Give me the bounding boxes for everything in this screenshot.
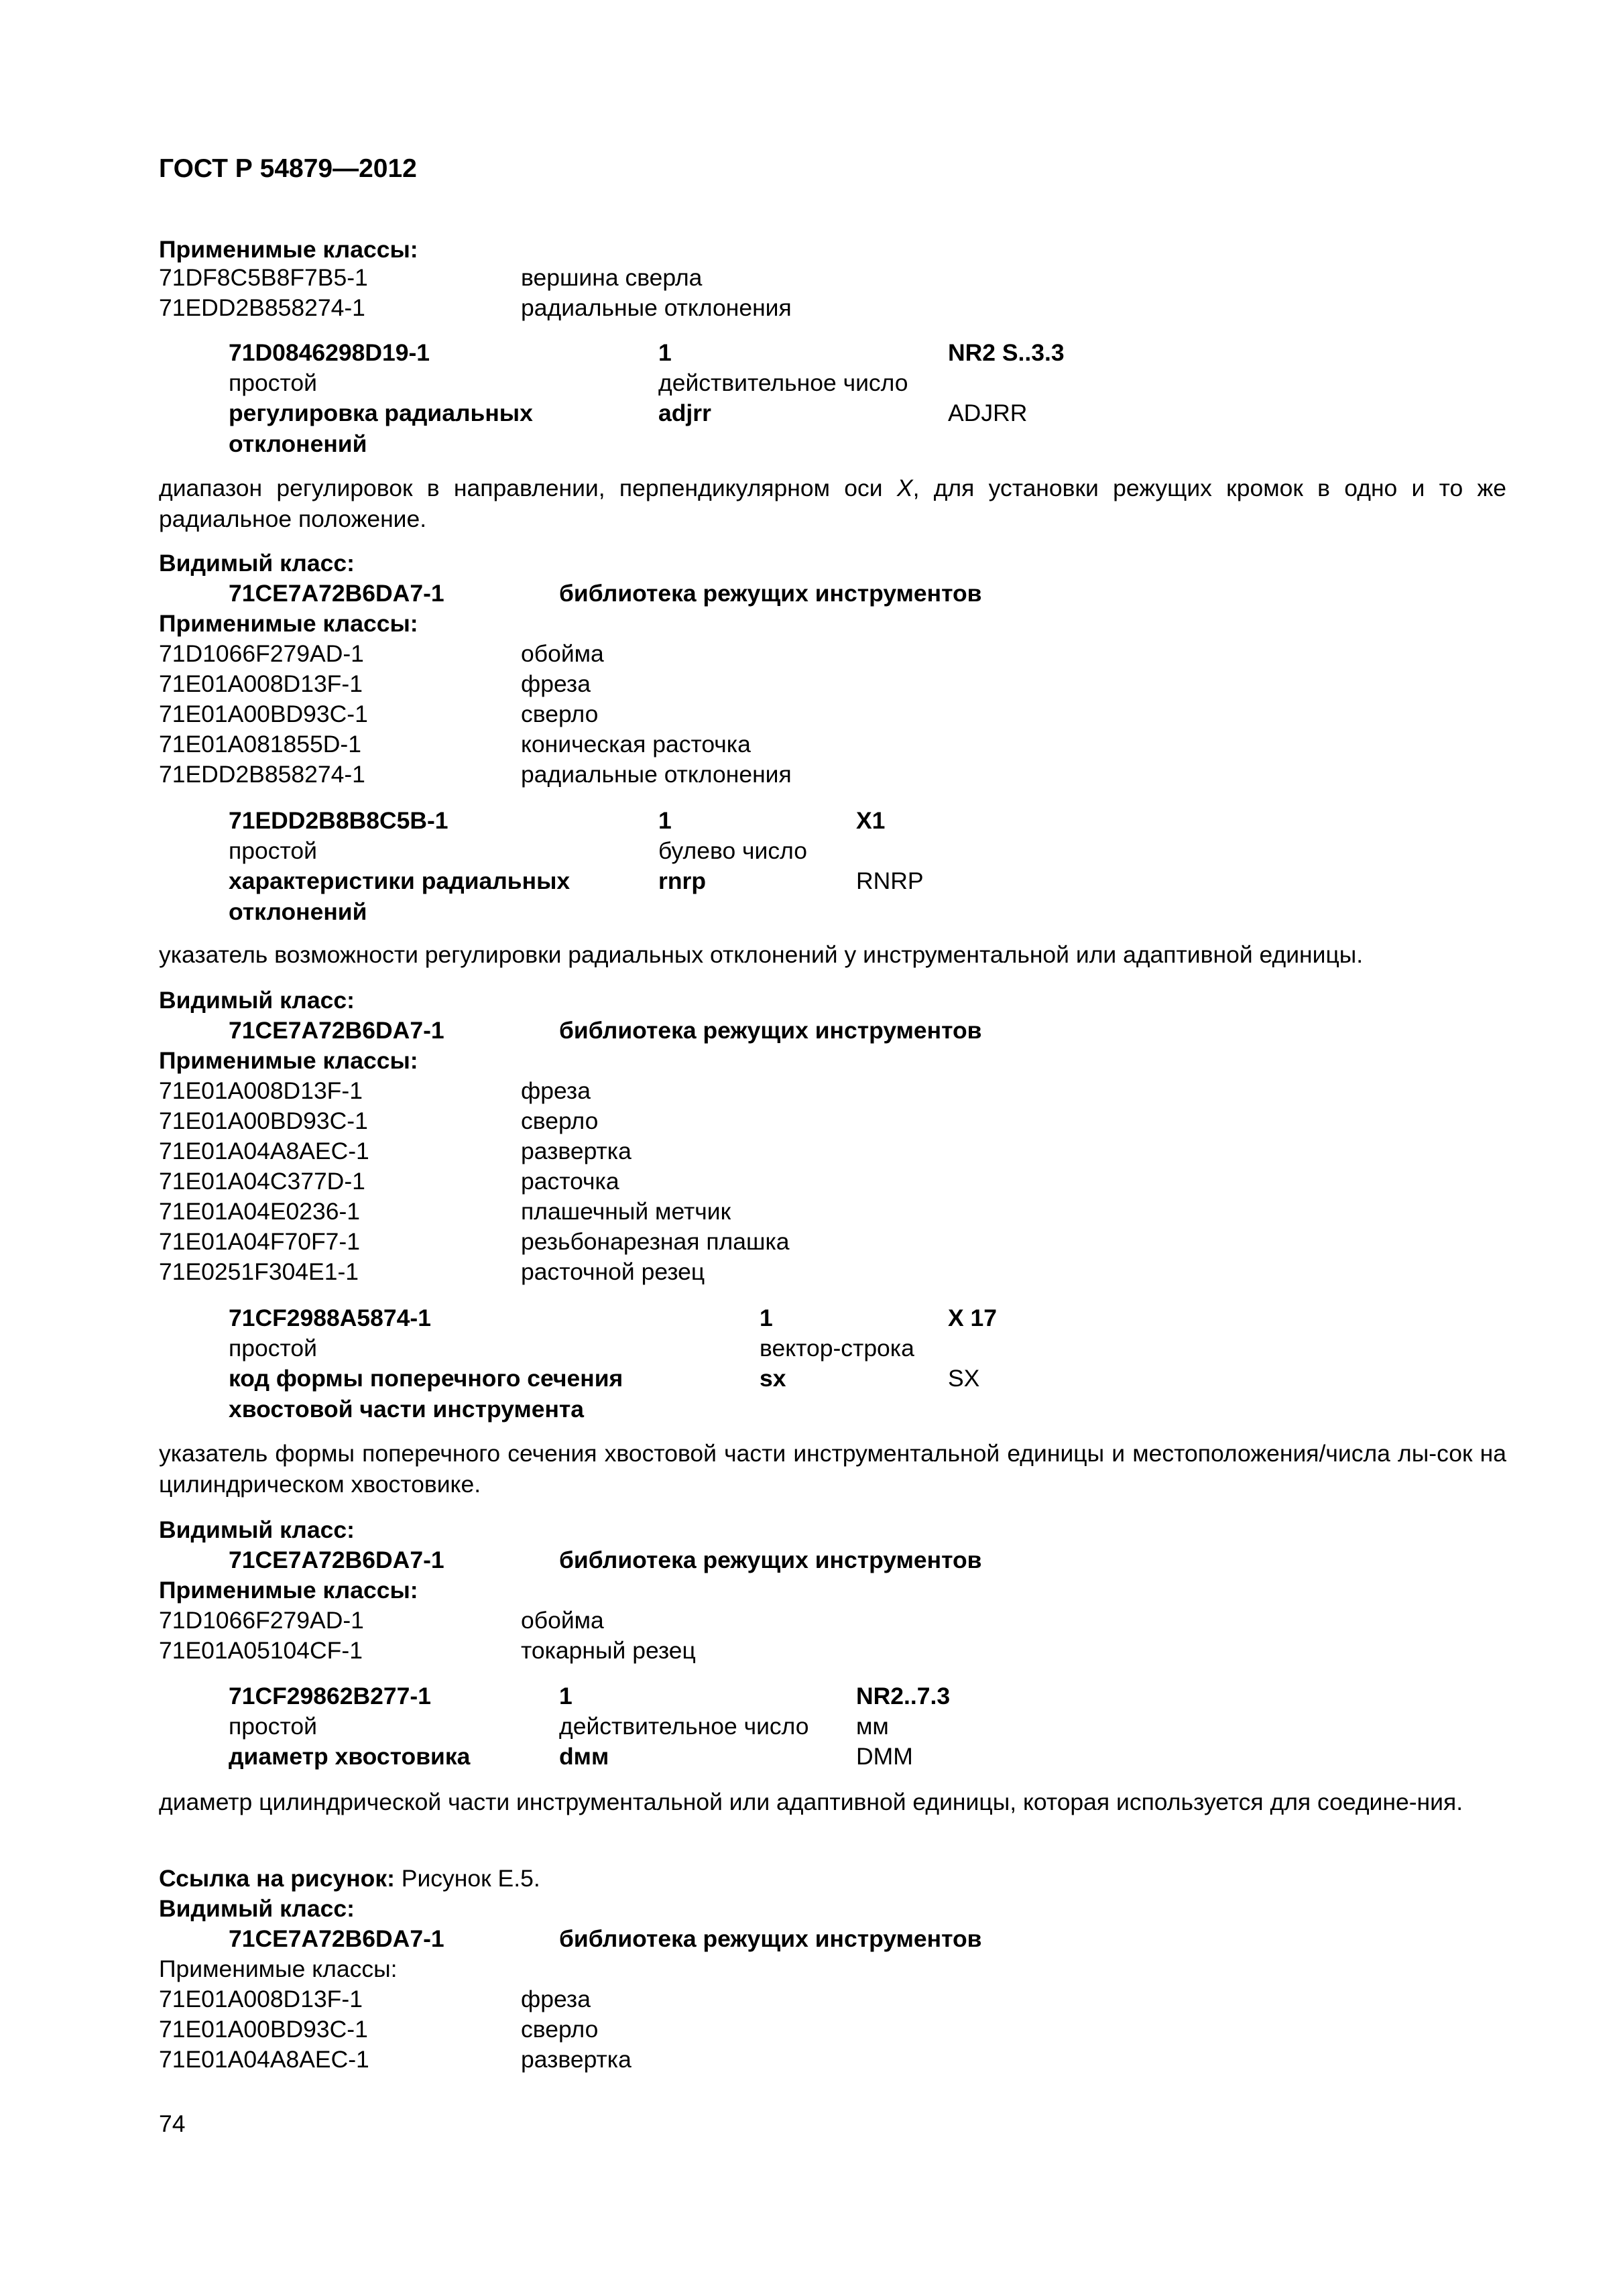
property-symbol: RNRP <box>856 867 924 894</box>
property-short-name: rnrp <box>658 867 706 894</box>
property-format: NR2..7.3 <box>856 1683 951 1709</box>
property-code: 71CF2988A5874-1 <box>229 1305 431 1331</box>
property-type: действительное число <box>658 369 908 396</box>
figure-reference: Ссылка на рисунок: Рисунок Е.5. <box>159 1865 540 1892</box>
standard-title: ГОСТ Р 54879—2012 <box>159 154 417 183</box>
property-definition: диаметр цилиндрической части инструментальной или адаптивной единицы, которая используется для соедине-ния. <box>159 1789 1463 1815</box>
property-definition: указатель возможности регулировки радиальных отклонений у инструментальной или адаптивной единицы. <box>159 941 1364 968</box>
property-type: булево число <box>658 837 807 864</box>
property-kind: простой <box>229 369 317 396</box>
visible-class-label: Видимый класс: <box>159 987 355 1014</box>
property-name: диаметр хвостовика <box>229 1743 471 1770</box>
property-symbol: DMM <box>856 1743 913 1770</box>
property-symbol: SX <box>948 1365 980 1392</box>
property-short-name: dмм <box>559 1743 609 1770</box>
property-count: 1 <box>658 807 672 834</box>
property-count: 1 <box>559 1683 573 1709</box>
visible-class-label: Видимый класс: <box>159 1516 355 1543</box>
property-type: вектор-строка <box>760 1335 914 1362</box>
property-definition: указатель формы поперечного сечения хвостовой части инструментальной единицы и местоположения/числа лы-сок на цилиндрическом хвостовике. <box>159 1440 1506 1498</box>
applicable-classes-label: Применимые классы: <box>159 236 418 263</box>
property-kind: простой <box>229 1335 317 1362</box>
property-name: код формы поперечного сечения хвостовой части инструмента <box>229 1365 623 1423</box>
property-format: X1 <box>856 807 886 834</box>
page-number: 74 <box>159 2110 186 2137</box>
visible-class-label: Видимый класс: <box>159 1895 355 1922</box>
property-type: действительное число <box>559 1713 809 1740</box>
property-code: 71CF29862B277-1 <box>229 1683 431 1709</box>
property-kind: простой <box>229 837 317 864</box>
applicable-classes-label: Применимые классы: <box>159 1047 418 1074</box>
applicable-classes-label: Применимые классы: <box>159 1955 398 1982</box>
property-code: 71EDD2B8B8C5B-1 <box>229 807 448 834</box>
property-name: характеристики радиальных отклонений <box>229 867 570 925</box>
property-short-name: adjrr <box>658 400 711 426</box>
property-name: регулировка радиальных отклонений <box>229 400 533 457</box>
visible-class-label: Видимый класс: <box>159 550 355 577</box>
property-format: X 17 <box>948 1305 998 1331</box>
property-kind: простой <box>229 1713 317 1740</box>
property-format: NR2 S..3.3 <box>948 339 1065 366</box>
property-count: 1 <box>760 1305 773 1331</box>
property-symbol: ADJRR <box>948 400 1028 426</box>
applicable-classes-label: Применимые классы: <box>159 1577 418 1604</box>
property-short-name: sx <box>760 1365 786 1392</box>
applicable-classes-label: Применимые классы: <box>159 610 418 637</box>
property-definition: диапазон регулировок в направлении, перпендикулярном оси X, для установки режущих кромок в одно и то же радиальное положение. <box>159 475 1506 532</box>
property-unit: мм <box>856 1713 889 1740</box>
property-code: 71D0846298D19-1 <box>229 339 430 366</box>
property-count: 1 <box>658 339 672 366</box>
